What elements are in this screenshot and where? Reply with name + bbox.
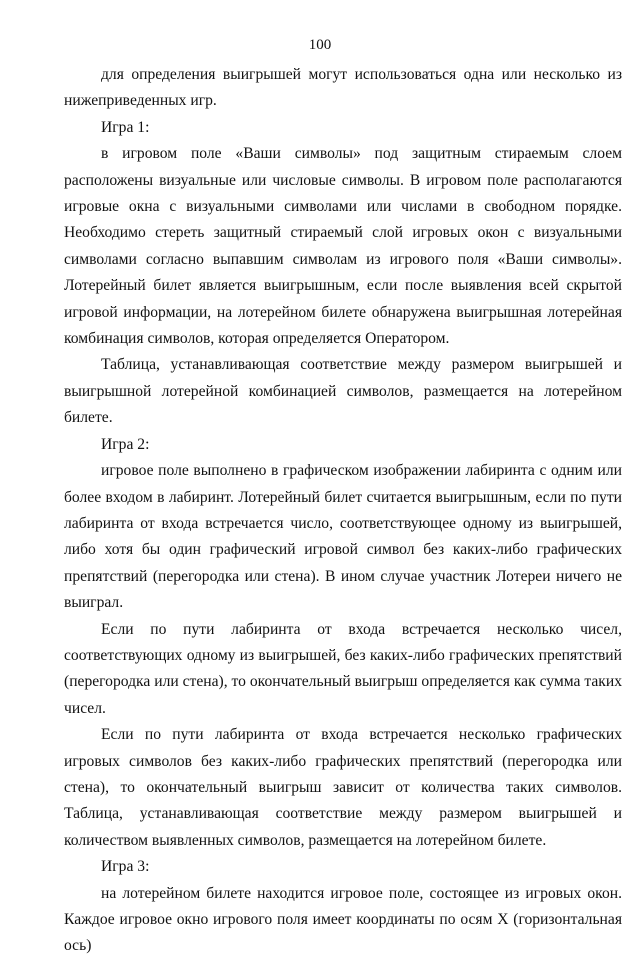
paragraph-game-3-rules: на лотерейном билете находится игровое поле, состоящее из игровых окон. Каждое игровое окно игрового поля имеет координаты по осям X (горизонтальная ось) xyxy=(64,884,622,955)
body-text xyxy=(64,62,622,960)
paragraph-intro: для определения выигрышей могут использоваться одна или несколько из нижеприведенных игр. xyxy=(64,66,622,110)
paragraph-game-1-table: Таблица, устанавливающая соответствие между размером выигрышей и выигрышной лотерейной комбинацией символов, размещается на лотерейном билете. xyxy=(64,356,622,427)
heading-game-2: Игра 2: xyxy=(101,435,150,453)
paragraph-game-2-rules: игровое поле выполнено в графическом изображении лабиринта с одним или более входом в лабиринт. Лотерейный билет считается выигрышным, если по пути лабиринта от входа встречается число, соответствующее одному из выигрышей, либо хотя бы один графический игровой символ без каких-либо графических препятствий (перегородка или стена). В ином случае участник Лотереи ничего не выиграл. xyxy=(64,462,622,612)
paragraph-game-2-numbers: Если по пути лабиринта от входа встречается несколько чисел, соответствующих одному из выигрышей, без каких-либо графических препятствий (перегородка или стена), то окончательный выигрыш определяется как сумма таких чисел. xyxy=(64,620,622,717)
heading-game-1: Игра 1: xyxy=(101,118,150,136)
paragraph-game-1-rules: в игровом поле «Ваши символы» под защитным стираемым слоем расположены визуальные или числовые символы. В игровом поле располагаются игровые окна с визуальными символами или числами в свободном порядке. Необходимо стереть защитный стираемый слой игровых окон с визуальными символами согласно выпавшим символам из игрового поля «Ваши символы». Лотерейный билет является выигрышным, если после выявления всей скрытой игровой информации, на лотерейном билете обнаружена выигрышная лотерейная комбинация символов, которая определяется Оператором. xyxy=(64,145,622,348)
paragraph-game-2-symbols: Если по пути лабиринта от входа встречается несколько графических игровых символов без каких-либо графических препятствий (перегородка или стена), то окончательный выигрыш зависит от количества таких символов. Таблица, устанавливающая соответствие между размером выигрышей и количеством выявленных символов, размещается на лотерейном билете. xyxy=(64,726,622,849)
page-number: 100 xyxy=(308,37,332,53)
heading-game-3: Игра 3: xyxy=(101,858,150,876)
